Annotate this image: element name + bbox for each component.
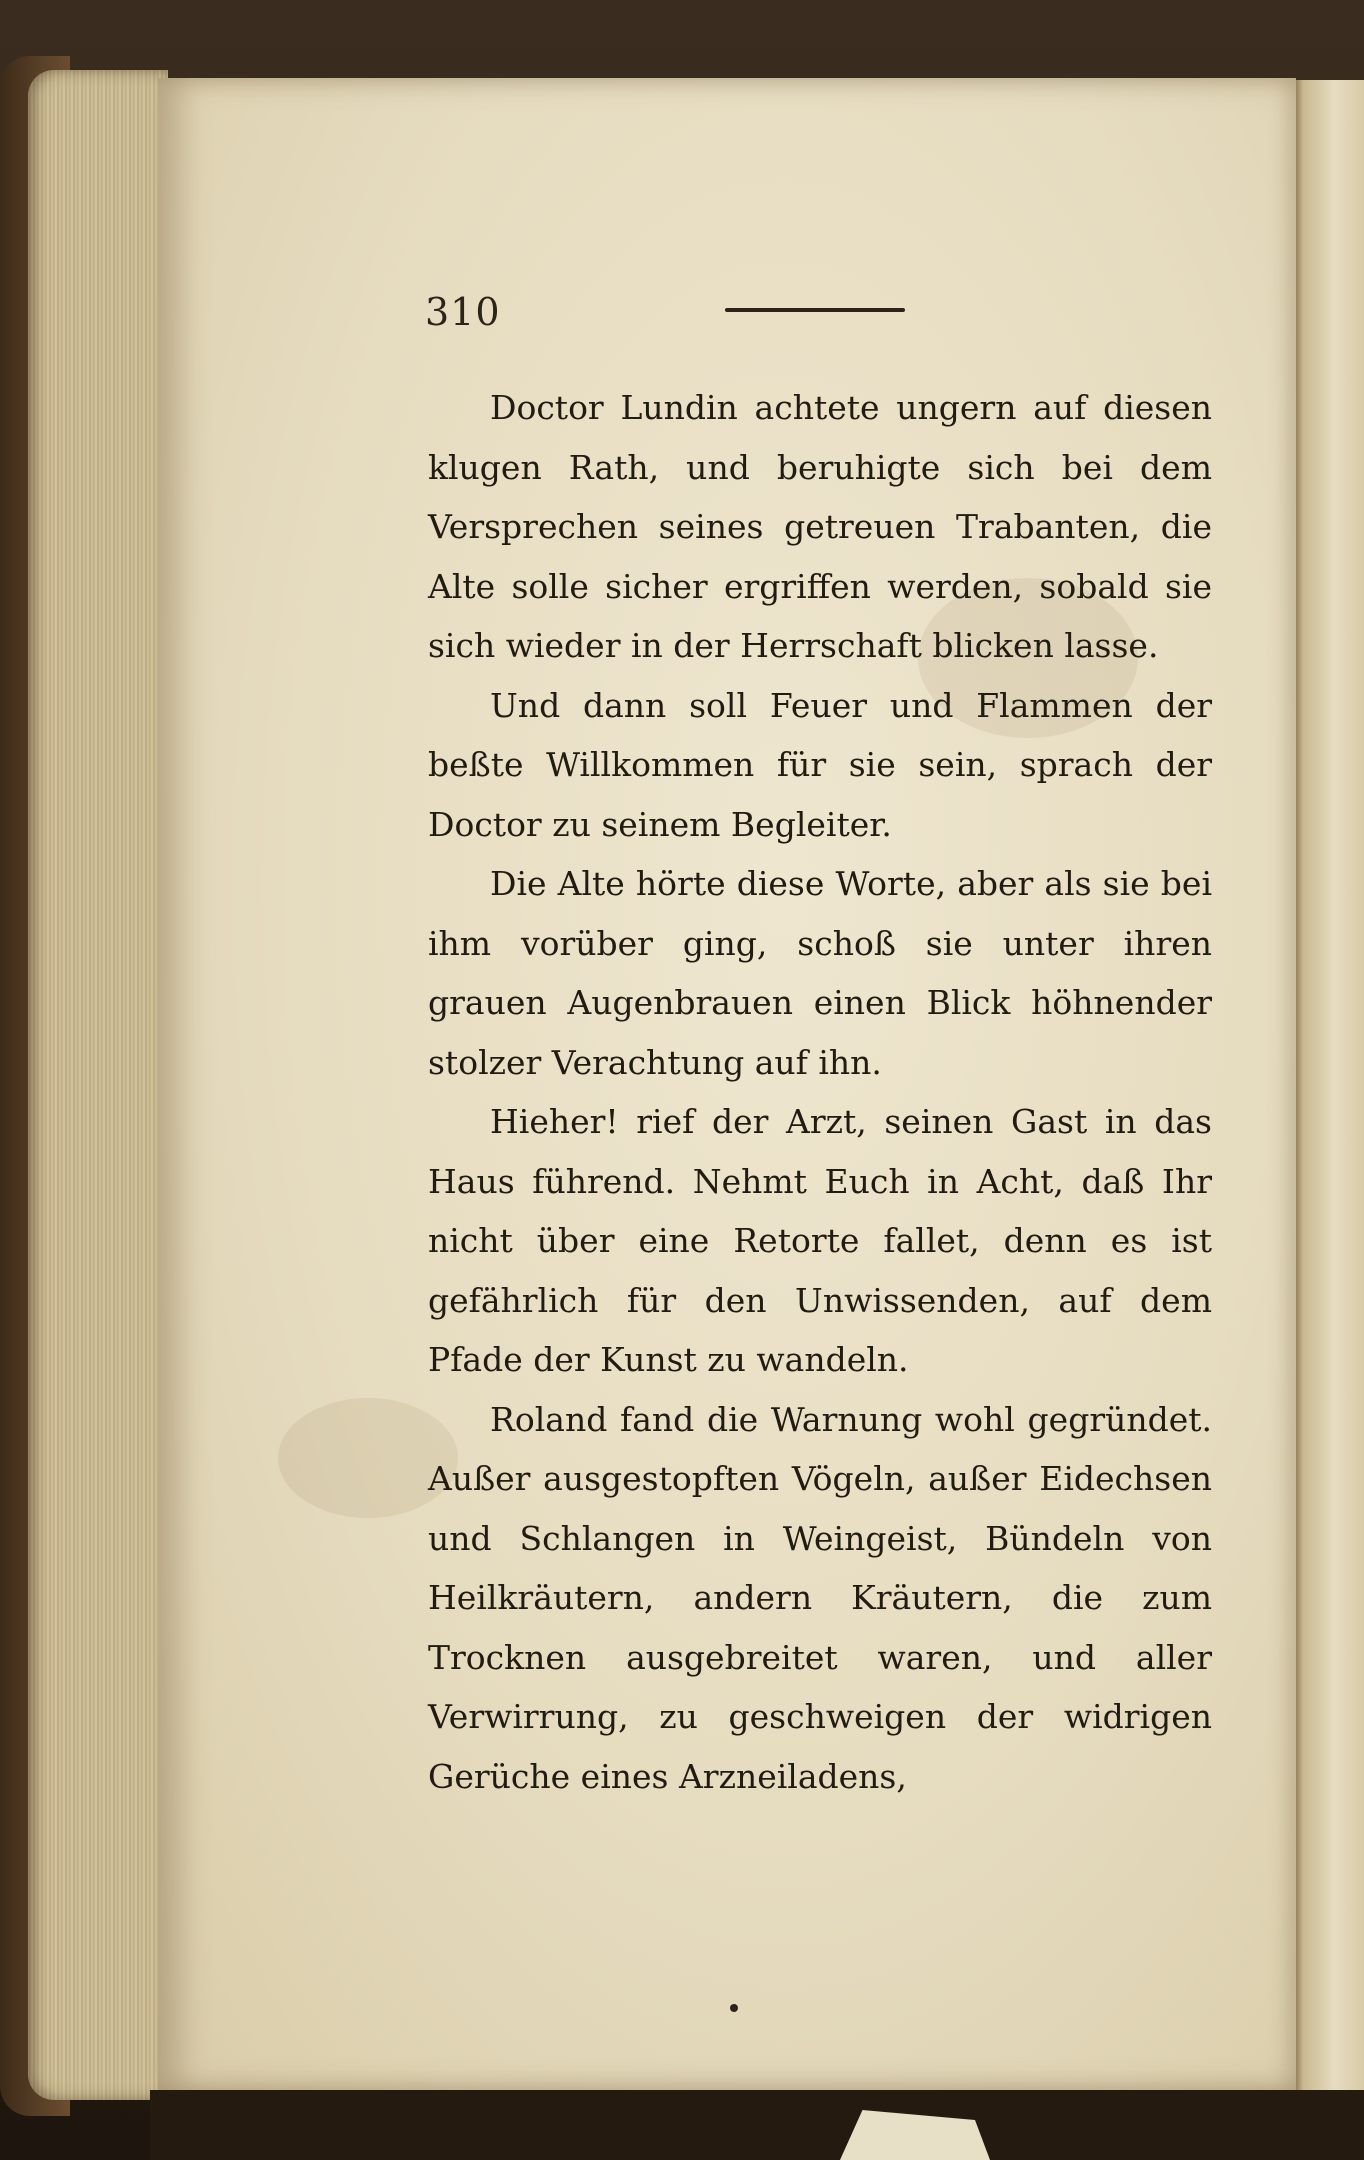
bottom-mark xyxy=(730,2004,738,2012)
paragraph: Hieher! rief der Arzt, seinen Gast in das Haus führend. Nehmt Euch in Acht, daß Ihr nicht über eine Retorte fallet, denn es ist gefährlich für den Unwissenden, auf dem Pfade der Kunst zu wandeln. xyxy=(428,1102,1212,1379)
paragraph: Und dann soll Feuer und Flammen der beßte Willkommen für sie sein, sprach der Doctor zu seinem Begleiter. xyxy=(428,685,1212,844)
page-text xyxy=(428,378,1212,1806)
bottom-shadow xyxy=(150,2090,1364,2160)
header-rule xyxy=(725,308,905,312)
facing-page-edge xyxy=(1290,80,1364,2090)
paragraph: Roland fand die Warnung wohl gegründet. Außer ausgestopften Vögeln, außer Eidechsen und Schlangen in Weingeist, Bündeln von Heilkräutern, andern Kräutern, die zum Trocknen ausgebreitet waren, und aller Verwirrung, zu geschweigen der widrigen Gerüche eines Arzneiladens, xyxy=(428,1399,1212,1796)
page-number: 310 xyxy=(425,290,501,334)
paragraph: Die Alte hörte diese Worte, aber als sie bei ihm vorüber ging, schoß sie unter ihren grauen Augenbrauen einen Blick höhnender stolzer Verachtung auf ihn. xyxy=(428,864,1212,1082)
paragraph: Doctor Lundin achtete ungern auf diesen klugen Rath, und beruhigte sich bei dem Versprechen seines getreuen Trabanten, die Alte solle sicher ergriffen werden, sobald sie sich wieder in der Herrschaft blicken lasse. xyxy=(428,388,1212,665)
page-edges-stack xyxy=(28,70,168,2100)
